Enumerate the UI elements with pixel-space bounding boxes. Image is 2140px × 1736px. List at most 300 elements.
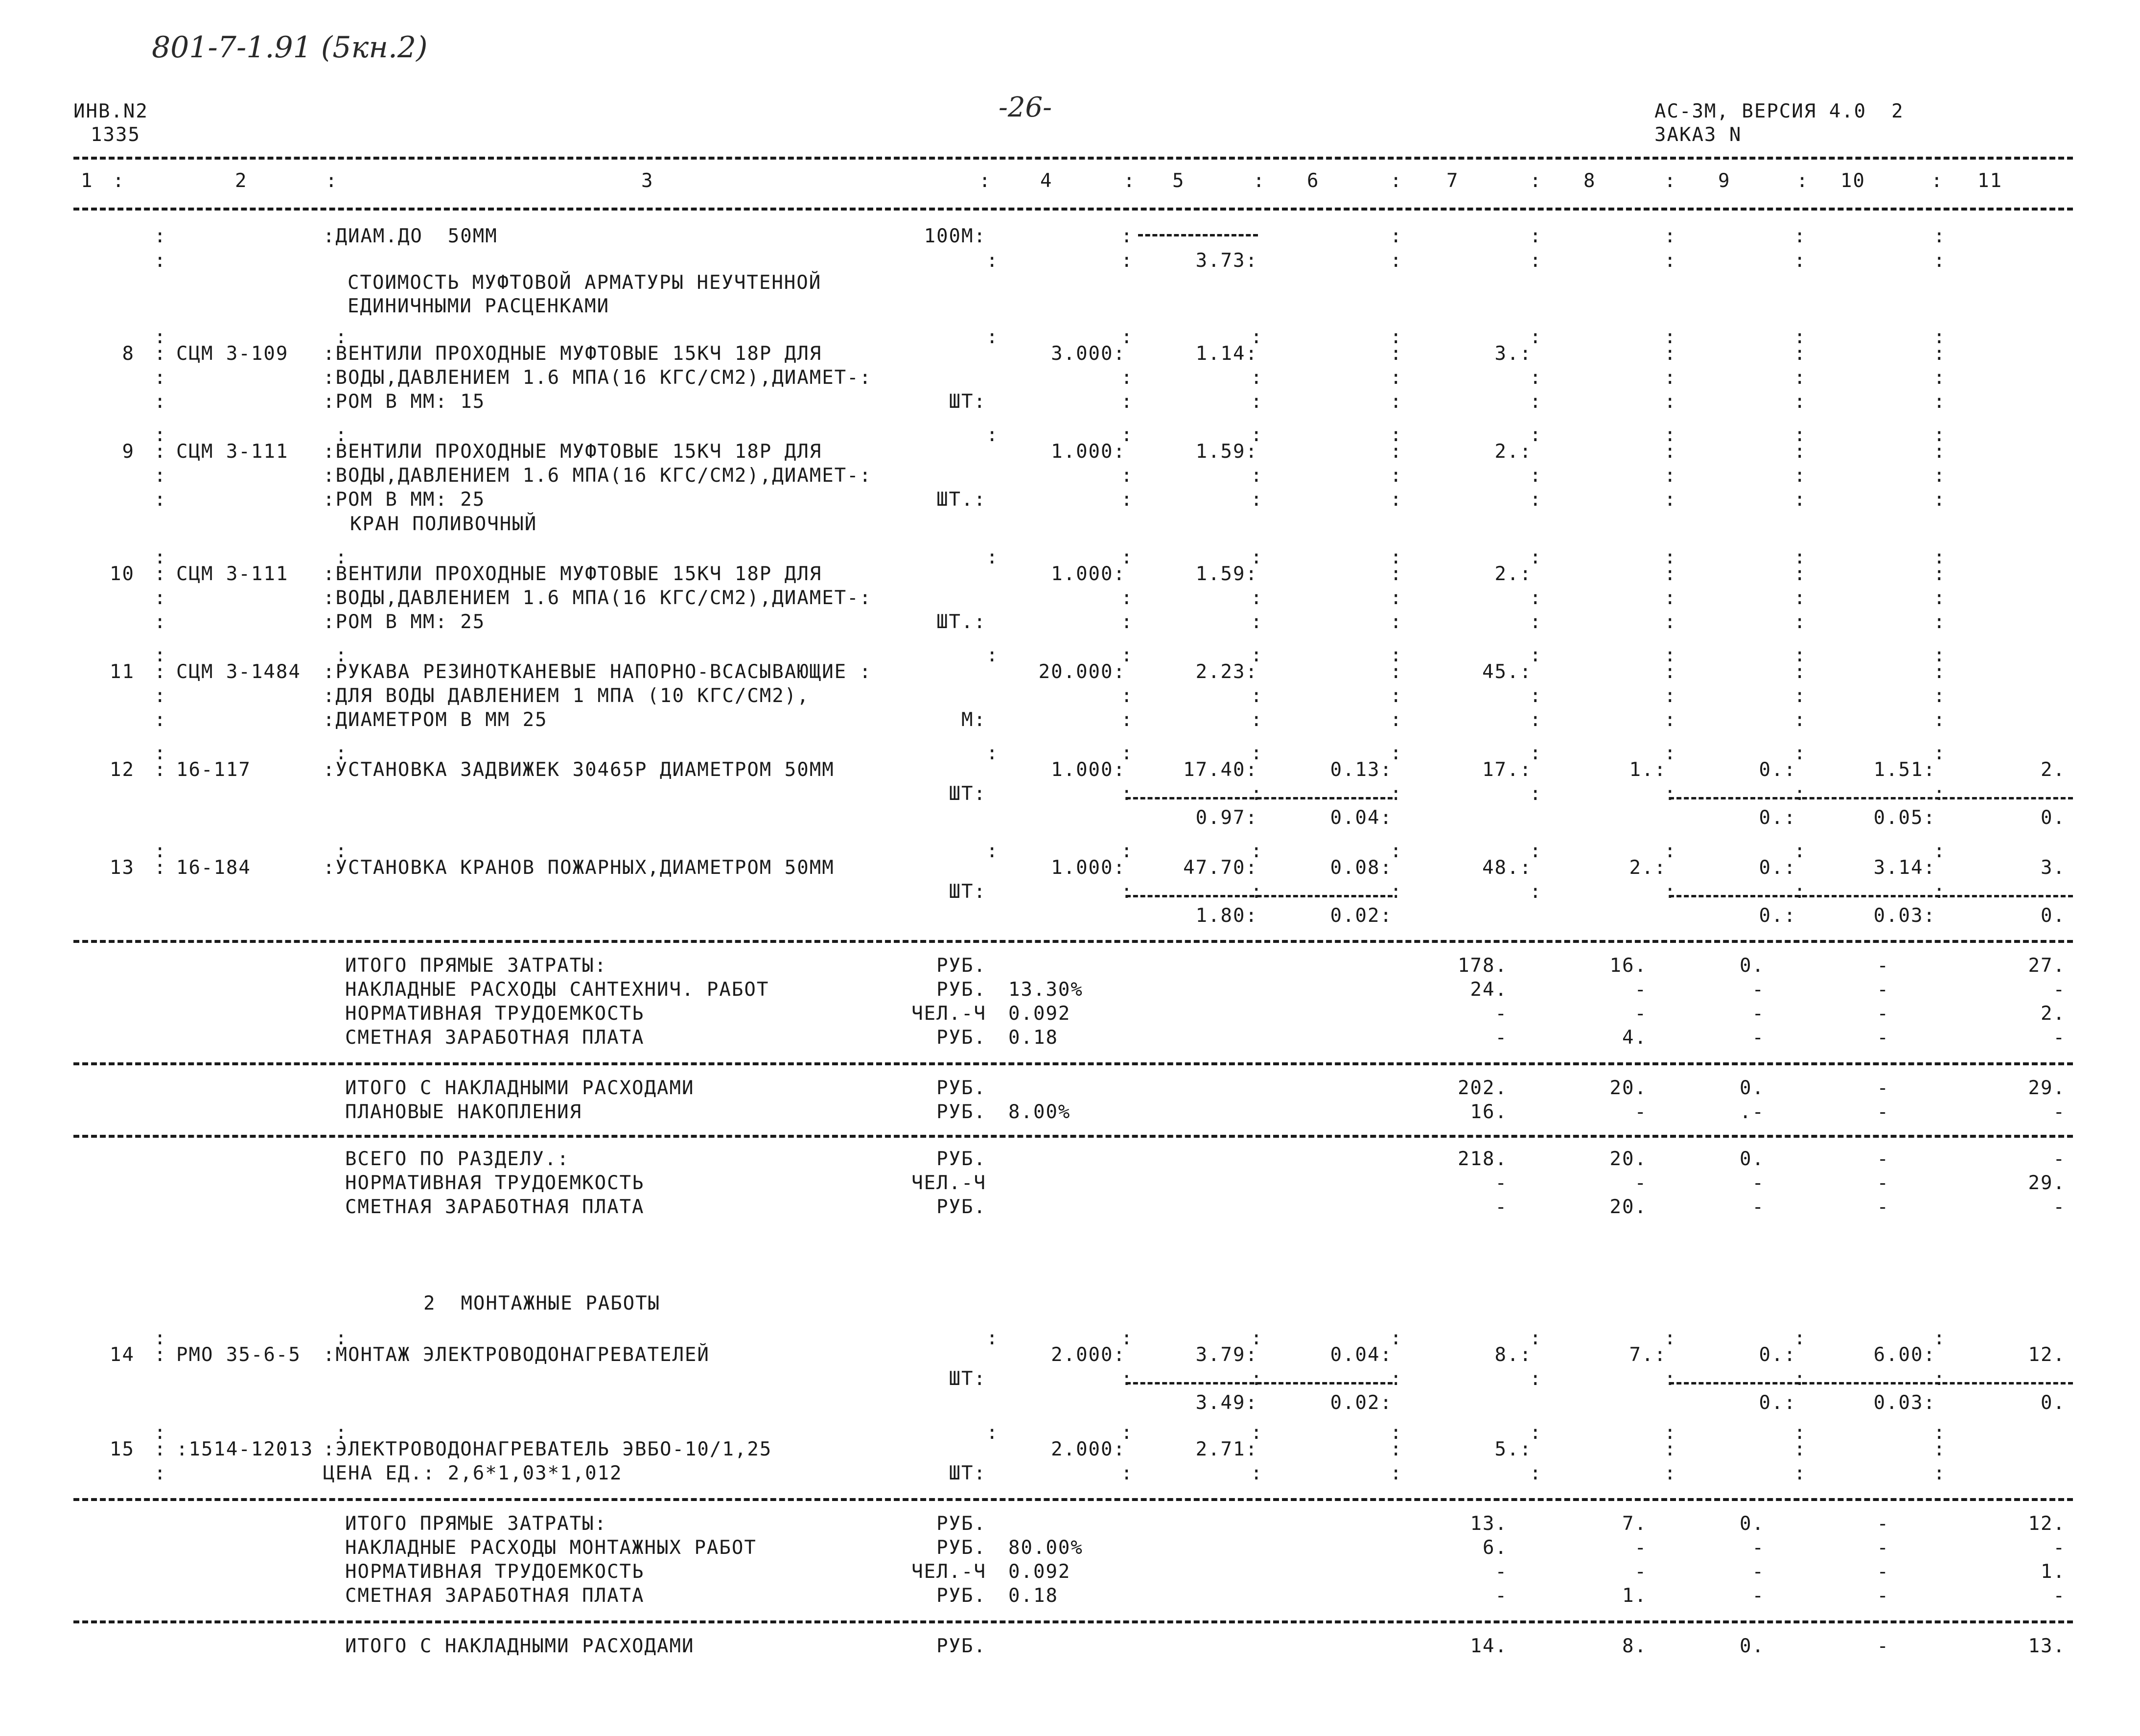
column-separator: : [1933,546,1946,568]
total-labor: - [2053,1196,2066,1218]
column-separator: : [326,170,338,192]
item-machinery-wages-sum: 0.: [1759,905,1796,927]
column-separator: : [154,685,167,707]
column-separator: : [1251,644,1263,666]
rule [73,940,2073,943]
item-number: 12 [110,759,135,781]
column-separator: : [1121,250,1134,272]
column-separator: : [1796,170,1809,192]
total-unit: РУБ. [936,1148,986,1170]
total-labor: 13. [2028,1635,2066,1657]
column-separator: : [154,857,167,879]
column-separator: : [986,1422,999,1444]
item-code: СЦМ 3-111 [176,441,289,463]
item-machinery-wages: 0.02: [1330,1392,1393,1414]
item-number: 11 [110,661,135,683]
total-wages: 1. [1622,1585,1647,1607]
total-unit: РУБ. [936,1077,986,1099]
column-separator: : [1530,250,1542,272]
rule [73,1620,2073,1623]
column-separator: : [1933,1368,1946,1390]
item-sum-total: 2.: [1494,563,1532,585]
item-sum-total: 17.: [1482,759,1532,781]
column-separator: : [335,1327,348,1349]
total-unit: РУБ. [936,1196,986,1218]
column-separator: : [1664,1462,1677,1484]
rule [73,1135,2073,1138]
column-separator: : [1530,611,1542,633]
column-separator: : [335,840,348,862]
column-separator: : [1390,250,1403,272]
total-labor: - [2053,979,2066,1001]
total-sum: - [1495,1561,1508,1583]
total-machinery-wages: - [1877,1172,1889,1194]
total-machinery: 0. [1740,1077,1765,1099]
item-unit: ШТ: [949,1462,986,1484]
column-separator: : [1251,685,1263,707]
total-labor: 1. [2041,1561,2066,1583]
column-separator: : [1530,1327,1542,1349]
column-separator: : [1794,546,1807,568]
total-machinery-wages: - [1877,1077,1889,1099]
note-line: ЕДИНИЧНЫМИ РАСЦЕНКАМИ [348,295,610,317]
column-separator: : [1390,465,1403,487]
continuation-value: 3.73: [1195,250,1258,272]
column-separator: : [1794,424,1807,446]
column-header-7: 7 [1446,170,1459,192]
column-separator: : [1664,685,1677,707]
column-separator: : [1933,685,1946,707]
item-description: :УСТАНОВКА ЗАДВИЖЕК 30465Р ДИАМЕТРОМ 50ММ [323,759,835,781]
column-separator: : [1121,783,1134,805]
total-machinery: 0. [1740,955,1765,977]
total-machinery-wages: - [1877,1027,1889,1049]
column-header-3: 3 [641,170,654,192]
column-separator: : [154,563,167,585]
item-unit: ШТ: [949,1368,986,1390]
column-separator: : [1794,1438,1807,1460]
item-labor-machinists-total: 0. [2041,905,2066,927]
item-cost-total: 17.40: [1183,759,1258,781]
item-cost-total: 3.79: [1195,1344,1258,1366]
total-wages: 20. [1609,1077,1647,1099]
item-sum-total: 45.: [1482,661,1532,683]
total-sum: - [1495,1172,1508,1194]
item-code: 16-184 [176,857,251,879]
program-version: АС-3М, ВЕРСИЯ 4.0 2 [1654,100,1904,122]
total-machinery-wages: - [1877,1148,1889,1170]
total-label: ИТОГО ПРЯМЫЕ ЗАТРАТЫ: [345,1513,607,1535]
column-separator: : [1931,170,1944,192]
column-separator: : [1390,644,1403,666]
column-separator: : [1933,661,1946,683]
item-cost-machinery: 0.13: [1330,759,1393,781]
total-label: СМЕТНАЯ ЗАРАБОТНАЯ ПЛАТА [345,1196,645,1218]
column-separator: : [1251,587,1263,609]
item-labor-total: 3. [2041,857,2066,879]
column-separator: : [1390,441,1403,463]
column-separator: : [1664,441,1677,463]
item-unit: ШТ.: [936,611,986,633]
column-separator: : [1390,1438,1403,1460]
column-separator: : [1664,343,1677,365]
item-cost-total: 2.71: [1195,1438,1258,1460]
column-separator: : [113,170,125,192]
column-separator: : [154,587,167,609]
column-separator: : [1390,170,1403,192]
total-rate: 0.18 [1008,1027,1058,1049]
item-cost-machinery: 0.08: [1330,857,1393,879]
column-separator: : [1530,465,1542,487]
rule-top [73,157,2073,160]
total-label: ВСЕГО ПО РАЗДЕЛУ.: [345,1148,570,1170]
column-separator: : [1664,644,1677,666]
total-label: НАКЛАДНЫЕ РАСХОДЫ МОНТАЖНЫХ РАБОТ [345,1537,757,1559]
total-machinery-wages: - [1877,1635,1889,1657]
column-separator: : [1390,881,1403,903]
total-unit: ЧЕЛ.-Ч [911,1561,986,1583]
item-unit: М: [961,709,986,731]
item-quantity: 3.000: [1051,343,1126,365]
column-separator: : [1390,611,1403,633]
item-number: 9 [122,441,135,463]
column-separator: : [154,742,167,764]
column-separator: : [986,250,999,272]
column-separator: : [1664,742,1677,764]
column-separator: : [1530,783,1542,805]
item-sum-total: 3.: [1494,343,1532,365]
column-separator: : [335,424,348,446]
total-labor: - [2053,1585,2066,1607]
total-unit: ЧЕЛ.-Ч [911,1003,986,1025]
total-machinery: .- [1740,1101,1765,1123]
item-cost-total: 47.70: [1183,857,1258,879]
total-sum: - [1495,1003,1508,1025]
total-label: НОРМАТИВНАЯ ТРУДОЕМКОСТЬ [345,1003,645,1025]
column-separator: : [1664,489,1677,511]
column-separator: : [154,250,167,272]
total-unit: ЧЕЛ.-Ч [911,1172,986,1194]
item-description: :ДЛЯ ВОДЫ ДАВЛЕНИЕМ 1 МПА (10 КГС/СМ2), [323,685,810,707]
column-separator: : [1664,563,1677,585]
total-labor: 29. [2028,1172,2066,1194]
column-separator: : [1664,1368,1677,1390]
column-separator: : [1251,391,1263,413]
total-wages: 7. [1622,1513,1647,1535]
item-sum-total: 5.: [1494,1438,1532,1460]
subtotal-rule [1126,797,1393,799]
column-separator: : [986,546,999,568]
total-labor: 27. [2028,955,2066,977]
column-header-6: 6 [1307,170,1320,192]
total-sum: 16. [1470,1101,1508,1123]
column-separator: : [1933,391,1946,413]
column-separator: : [154,225,167,247]
column-separator: : [1794,783,1807,805]
rule [73,1498,2073,1501]
item-description: :ДИАМЕТРОМ В ММ 25 [323,709,548,731]
column-separator: : [1794,881,1807,903]
column-separator: : [1664,170,1677,192]
column-separator: : [1251,611,1263,633]
column-separator: : [1390,1462,1403,1484]
item-unit: ШТ: [949,881,986,903]
column-separator: : [1530,326,1542,348]
column-separator: : [986,840,999,862]
column-separator: : [1933,1462,1946,1484]
total-machinery-wages: - [1877,955,1889,977]
item-cost-total: 1.59: [1195,563,1258,585]
handwritten-page-number: -26- [999,92,1052,123]
column-separator: : [154,1422,167,1444]
item-unit: ШТ: [949,783,986,805]
column-separator: : [154,367,167,389]
column-separator: : [1251,465,1263,487]
column-separator: : [1121,424,1134,446]
column-separator: : [1390,489,1403,511]
total-sum: - [1495,1196,1508,1218]
item-cost-total: 1.14: [1195,343,1258,365]
column-separator: : [1121,367,1134,389]
column-separator: : [1251,881,1263,903]
column-separator: : [1794,1462,1807,1484]
item-labor-machinists-total: 0. [2041,1392,2066,1414]
item-code: СЦМ 3-111 [176,563,289,585]
column-header-8: 8 [1583,170,1596,192]
column-separator: : [1664,391,1677,413]
column-separator: : [1390,546,1403,568]
item-number: 14 [110,1344,135,1366]
column-separator: : [154,709,167,731]
item-sum-total: 48.: [1482,857,1532,879]
total-label: ИТОГО ПРЯМЫЕ ЗАТРАТЫ: [345,955,607,977]
item-labor: 1.51: [1873,759,1936,781]
total-machinery: 0. [1740,1513,1765,1535]
column-separator: : [1933,489,1946,511]
column-separator: : [1390,685,1403,707]
column-separator: : [1251,489,1263,511]
column-separator: : [1121,1462,1134,1484]
item-description: :ВЕНТИЛИ ПРОХОДНЫЕ МУФТОВЫЕ 15КЧ 18Р ДЛЯ [323,563,822,585]
total-unit: РУБ. [936,1635,986,1657]
order-label: ЗАКАЗ N [1654,124,1742,146]
column-separator: : [1664,661,1677,683]
item-machinery-wages: 0.04: [1330,807,1393,829]
item-code: 16-117 [176,759,251,781]
column-separator: : [1794,465,1807,487]
column-header-11: 11 [1977,170,2002,192]
column-separator: : [1664,783,1677,805]
total-label: НОРМАТИВНАЯ ТРУДОЕМКОСТЬ [345,1561,645,1583]
column-separator: : [1794,489,1807,511]
total-machinery-wages: - [1877,979,1889,1001]
column-separator: : [1530,170,1542,192]
total-unit: РУБ. [936,1513,986,1535]
column-header-2: 2 [235,170,248,192]
column-separator: : [1390,326,1403,348]
column-separator: : [1664,840,1677,862]
subtotal-rule [1669,895,2073,897]
item-sum-machinery: 0.: [1759,1344,1796,1366]
column-separator: : [979,170,992,192]
column-separator: : [1664,1422,1677,1444]
subtotal-rule [1669,1382,2073,1384]
column-separator: : [1121,1368,1134,1390]
total-sum: 218. [1458,1148,1508,1170]
continuation-text: :ДИАМ.ДО 50ММ [323,225,498,247]
column-separator: : [1390,742,1403,764]
item-sum-total: 8.: [1494,1344,1532,1366]
total-sum: 13. [1470,1513,1508,1535]
item-quantity: 20.000: [1038,661,1126,683]
inventory-label: ИНВ.N2 [73,100,148,122]
item-description: :РОМ В ММ: 25 [323,489,486,511]
column-separator: : [1530,1462,1542,1484]
item-quantity: 1.000: [1051,857,1126,879]
item-code: :1514-12013 [176,1438,314,1460]
column-separator: : [1933,1422,1946,1444]
column-separator: : [1933,343,1946,365]
column-header-9: 9 [1718,170,1731,192]
column-separator: : [335,742,348,764]
total-machinery-wages: - [1877,1537,1889,1559]
total-machinery-wages: - [1877,1196,1889,1218]
column-separator: : [1121,546,1134,568]
column-separator: : [1251,546,1263,568]
column-separator: : [1933,441,1946,463]
column-separator: : [1664,326,1677,348]
column-separator: : [1933,783,1946,805]
item-quantity: 2.000: [1051,1344,1126,1366]
column-separator: : [1794,326,1807,348]
total-machinery: - [1752,1172,1765,1194]
column-separator: : [1390,783,1403,805]
column-separator: : [1530,587,1542,609]
column-separator: : [1794,1368,1807,1390]
column-separator: : [1933,250,1946,272]
column-separator: : [1794,225,1807,247]
column-separator: : [335,546,348,568]
item-description: :РОМ В ММ: 15 [323,391,486,413]
column-separator: : [154,759,167,781]
column-separator: : [1664,1438,1677,1460]
note-line: СТОИМОСТЬ МУФТОВОЙ АРМАТУРЫ НЕУЧТЕННОЙ [348,272,822,294]
item-quantity: 1.000: [1051,759,1126,781]
item-machinery-wages: 0.02: [1330,905,1393,927]
item-sum-total: 2.: [1494,441,1532,463]
column-separator: : [1121,1327,1134,1349]
column-separator: : [1530,709,1542,731]
column-separator: : [1251,783,1263,805]
item-sum-wages: 7.: [1629,1344,1667,1366]
column-separator: : [1390,225,1403,247]
column-separator: : [154,661,167,683]
column-separator: : [1121,326,1134,348]
column-separator: : [1251,1462,1263,1484]
item-labor-machinists: 0.03: [1873,905,1936,927]
total-rate: 80.00% [1008,1537,1083,1559]
column-separator: : [1664,465,1677,487]
total-label: НАКЛАДНЫЕ РАСХОДЫ САНТЕХНИЧ. РАБОТ [345,979,769,1001]
item-labor-total: 2. [2041,759,2066,781]
column-separator: : [1121,644,1134,666]
total-machinery: 0. [1740,1635,1765,1657]
column-separator: : [1664,424,1677,446]
column-separator: : [154,611,167,633]
column-separator: : [1933,563,1946,585]
column-separator: : [154,441,167,463]
total-machinery: 0. [1740,1148,1765,1170]
total-labor: 29. [2028,1077,2066,1099]
column-header-4: 4 [1040,170,1053,192]
column-separator: : [1664,709,1677,731]
total-labor: - [2053,1101,2066,1123]
column-separator: : [1121,881,1134,903]
continuation-unit: 100М: [924,225,986,247]
column-header-5: 5 [1172,170,1185,192]
column-separator: : [335,644,348,666]
item-labor-machinists: 0.03: [1873,1392,1936,1414]
item-number: 8 [122,343,135,365]
item-cost-total: 1.59: [1195,441,1258,463]
item-labor-total: 12. [2028,1344,2066,1366]
column-separator: : [1390,424,1403,446]
column-separator: : [154,840,167,862]
column-separator: : [1251,1422,1263,1444]
item-description: :ВЕНТИЛИ ПРОХОДНЫЕ МУФТОВЫЕ 15КЧ 18Р ДЛЯ [323,441,822,463]
total-unit: РУБ. [936,1585,986,1607]
item-code: СЦМ 3-1484 [176,661,301,683]
column-separator: : [1933,587,1946,609]
subtotal-rule [1126,1382,1393,1384]
column-separator: : [154,489,167,511]
total-rate: 8.00% [1008,1101,1071,1123]
column-separator: : [1933,881,1946,903]
total-machinery-wages: - [1877,1003,1889,1025]
item-sum-machinery: 0.: [1759,759,1796,781]
total-rate: 0.18 [1008,1585,1058,1607]
column-separator: : [1251,840,1263,862]
handwritten-doc-ref: 801-7-1.91 (5кн.2) [152,30,428,65]
item-cost-machinery: 0.04: [1330,1344,1393,1366]
item-sum-machinery: 0.: [1759,857,1796,879]
item-extra-note: КРАН ПОЛИВОЧНЫЙ [350,513,537,535]
total-wages: - [1634,1561,1647,1583]
total-unit: РУБ. [936,1537,986,1559]
column-separator: : [1530,225,1542,247]
item-wages-per-unit: 1.80: [1195,905,1258,927]
column-separator: : [1794,563,1807,585]
column-separator: : [1121,489,1134,511]
total-unit: РУБ. [936,979,986,1001]
column-separator: : [1121,465,1134,487]
column-separator: : [1664,250,1677,272]
column-separator: : [1794,391,1807,413]
item-sum-wages: 2.: [1629,857,1667,879]
total-wages: 20. [1609,1148,1647,1170]
column-separator: : [1390,587,1403,609]
inventory-number: 1335 [91,124,140,146]
column-separator: : [1390,840,1403,862]
item-description: :ЭЛЕКТРОВОДОНАГРЕВАТЕЛЬ ЭВБО-10/1,25 [323,1438,772,1460]
column-separator: : [1794,441,1807,463]
column-separator: : [1530,546,1542,568]
column-separator: : [1794,709,1807,731]
item-number: 10 [110,563,135,585]
total-label: ИТОГО С НАКЛАДНЫМИ РАСХОДАМИ [345,1077,695,1099]
item-description: :ВОДЫ,ДАВЛЕНИЕМ 1.6 МПА(16 КГС/СМ2),ДИАМЕТ-: [323,587,872,609]
column-separator: : [986,424,999,446]
